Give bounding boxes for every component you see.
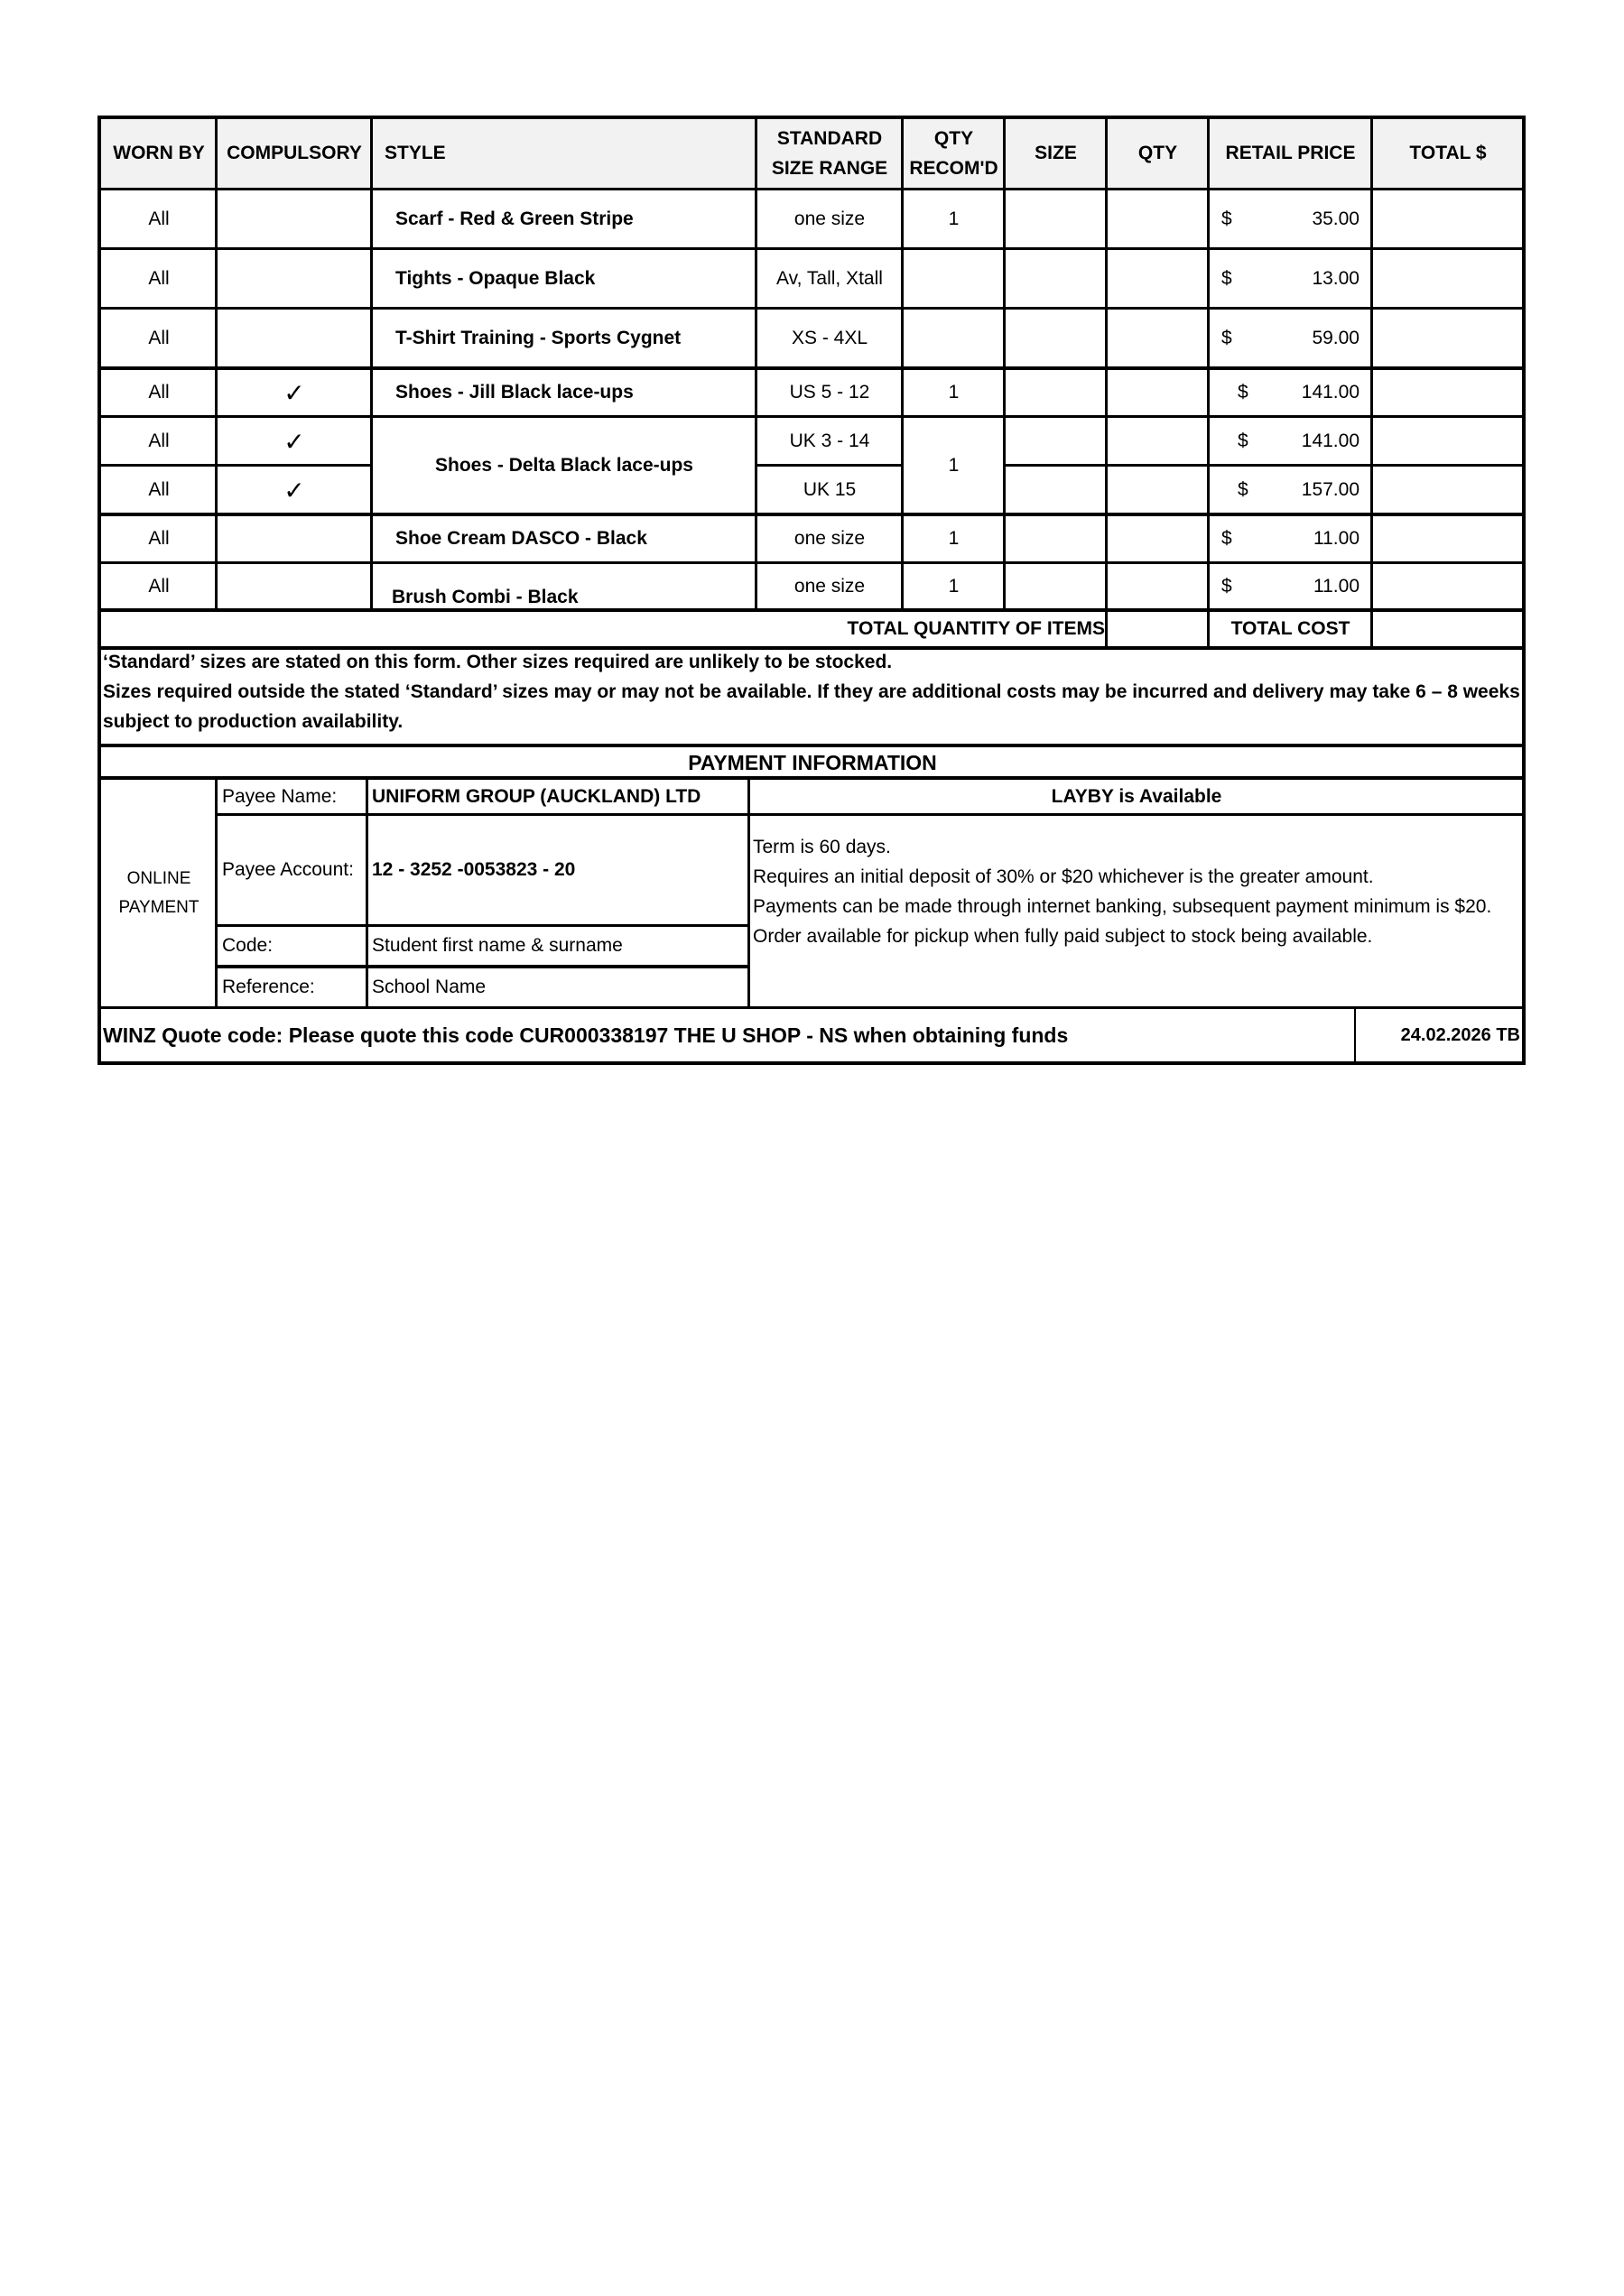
currency-symbol: $ xyxy=(1221,267,1232,289)
row-divider xyxy=(215,813,1526,816)
qty-input[interactable] xyxy=(1107,249,1209,309)
col-divider xyxy=(1370,116,1373,648)
row-divider xyxy=(97,608,1526,612)
payee-account-label: Payee Account: xyxy=(222,859,354,881)
qty-input[interactable] xyxy=(1107,309,1209,368)
row-divider xyxy=(215,965,749,968)
payment-information-title: PAYMENT INFORMATION xyxy=(688,750,937,774)
row-size-range: UK 15 xyxy=(803,478,857,500)
row-worn-by: All xyxy=(148,267,170,289)
online-payment-line1: ONLINE xyxy=(126,869,191,889)
header-qty-recom xyxy=(903,119,1005,189)
outside-sizes-note: Sizes required outside the stated ‘Standard’ sizes may or may not be available. If they are additional costs may be incurred and delivery may take 6 – 8 weeks subject to production availability. xyxy=(103,681,1520,732)
row-worn-by: All xyxy=(148,575,170,597)
compulsory-check-icon: ✓ xyxy=(283,427,305,456)
row-size-range: XS - 4XL xyxy=(791,327,868,348)
layby-title: LAYBY is Available xyxy=(1051,786,1222,808)
reference-label: Reference: xyxy=(222,976,315,997)
payee-name-label: Payee Name: xyxy=(222,786,338,808)
price-amount: 141.00 xyxy=(1301,430,1360,451)
row-divider xyxy=(756,464,903,467)
header-total: TOTAL $ xyxy=(1409,143,1487,164)
price-amount: 59.00 xyxy=(1312,327,1360,348)
row-retail-price xyxy=(1209,466,1372,514)
row-divider xyxy=(97,307,1526,310)
row-style: Shoes - Jill Black lace-ups xyxy=(395,381,634,403)
section-divider xyxy=(97,776,1526,780)
payee-account-value: 12 - 3252 -0053823 - 20 xyxy=(372,859,576,881)
col-divider xyxy=(215,116,218,610)
size-input[interactable] xyxy=(1005,190,1107,249)
header-size-range xyxy=(756,119,903,189)
row-style: Tights - Opaque Black xyxy=(395,267,596,289)
col-divider xyxy=(901,116,904,610)
row-style-merged: Shoes - Delta Black lace-ups xyxy=(435,454,693,476)
row-worn-by: All xyxy=(148,478,170,500)
row-total xyxy=(1372,514,1524,563)
header-compulsory: COMPULSORY xyxy=(227,143,362,164)
currency-symbol: $ xyxy=(1238,381,1248,403)
row-divider xyxy=(97,561,1526,564)
compulsory-check-icon: ✓ xyxy=(283,378,305,407)
size-input[interactable] xyxy=(1005,249,1107,309)
row-retail-price xyxy=(1209,368,1372,417)
row-retail-price xyxy=(1209,417,1372,466)
row-worn-by: All xyxy=(148,381,170,403)
col-divider xyxy=(1207,116,1210,648)
layby-term: Term is 60 days. xyxy=(753,837,891,857)
row-divider xyxy=(1005,464,1526,467)
row-worn-by: All xyxy=(148,527,170,549)
row-style: Scarf - Red & Green Stripe xyxy=(395,208,634,229)
row-style: Shoe Cream DASCO - Black xyxy=(395,527,647,549)
compulsory-check-icon xyxy=(217,249,372,309)
border-top xyxy=(97,116,1526,119)
layby-payments: Payments can be made through internet banking, subsequent payment minimum is $20. xyxy=(753,896,1492,917)
currency-symbol: $ xyxy=(1221,527,1232,549)
col-divider xyxy=(1354,1006,1356,1063)
col-divider xyxy=(747,776,750,1009)
section-divider xyxy=(97,744,1526,747)
row-divider xyxy=(97,415,1526,418)
currency-symbol: $ xyxy=(1238,478,1248,500)
layby-pickup: Order available for pickup when fully paid subject to stock being available. xyxy=(753,926,1373,947)
row-retail-price xyxy=(1209,309,1372,368)
row-total xyxy=(1372,249,1524,309)
col-divider xyxy=(1105,116,1108,648)
qty-input[interactable] xyxy=(1107,417,1209,466)
row-total xyxy=(1372,190,1524,249)
price-amount: 11.00 xyxy=(1313,527,1360,549)
size-input[interactable] xyxy=(1005,563,1107,610)
payee-name-value: UNIFORM GROUP (AUCKLAND) LTD xyxy=(372,786,701,808)
compulsory-check-icon xyxy=(217,309,372,368)
size-input[interactable] xyxy=(1005,309,1107,368)
standard-sizes-note: ‘Standard’ sizes are stated on this form. Other sizes required are unlikely to be stocked. xyxy=(103,652,893,672)
header-size: SIZE xyxy=(1035,143,1077,164)
border-left xyxy=(97,116,101,1065)
row-total xyxy=(1372,417,1524,466)
row-retail-price xyxy=(1209,249,1372,309)
col-divider xyxy=(215,776,218,1009)
row-worn-by: All xyxy=(148,327,170,348)
qty-input[interactable] xyxy=(1107,368,1209,417)
currency-symbol: $ xyxy=(1221,208,1232,229)
row-size-range: UK 3 - 14 xyxy=(789,430,870,451)
price-amount: 157.00 xyxy=(1301,478,1360,500)
row-retail-price xyxy=(1209,563,1372,610)
size-input[interactable] xyxy=(1005,417,1107,466)
online-payment-line2: PAYMENT xyxy=(118,898,200,917)
header-qty: QTY xyxy=(1137,143,1178,164)
winz-quote-code: WINZ Quote code: Please quote this code CUR000338197 THE U SHOP - NS when obtaining funds xyxy=(103,1023,1069,1048)
header-worn-by: WORN BY xyxy=(113,143,205,164)
row-divider xyxy=(97,366,1526,370)
col-divider xyxy=(370,116,373,610)
row-total xyxy=(1372,309,1524,368)
price-amount: 141.00 xyxy=(1301,381,1360,403)
row-size-range: one size xyxy=(793,575,866,597)
qty-input[interactable] xyxy=(1107,466,1209,514)
total-cost-value[interactable] xyxy=(1372,611,1524,647)
row-divider xyxy=(97,188,1526,190)
row-retail-price xyxy=(1209,190,1372,249)
code-value: Student first name & surname xyxy=(372,934,623,956)
row-divider xyxy=(97,646,1526,650)
code-label: Code: xyxy=(222,934,274,956)
currency-symbol: $ xyxy=(1221,327,1232,348)
row-divider xyxy=(97,513,1526,516)
row-size-range: one size xyxy=(793,208,866,229)
layby-deposit: Requires an initial deposit of 30% or $20 whichever is the greater amount. xyxy=(753,866,1374,887)
qty-input[interactable] xyxy=(1107,563,1209,610)
row-divider xyxy=(215,924,749,927)
row-qty-recom-merged: 1 xyxy=(948,454,960,476)
price-amount: 11.00 xyxy=(1313,575,1360,597)
row-worn-by: All xyxy=(148,430,170,451)
row-total xyxy=(1372,368,1524,417)
col-divider xyxy=(366,776,368,1009)
qty-input[interactable] xyxy=(1107,190,1209,249)
header-size-range-line2: SIZE RANGE xyxy=(771,157,888,179)
row-qty-recom xyxy=(903,309,1005,368)
row-qty-recom: 1 xyxy=(948,381,960,403)
row-total xyxy=(1372,563,1524,610)
online-payment-label xyxy=(101,780,217,1007)
row-qty-recom: 1 xyxy=(948,527,960,549)
price-amount: 13.00 xyxy=(1312,267,1360,289)
total-quantity-value[interactable] xyxy=(1107,611,1209,647)
header-retail-price: RETAIL PRICE xyxy=(1225,143,1356,164)
row-total xyxy=(1372,466,1524,514)
row-style: Brush Combi - Black xyxy=(392,586,579,607)
col-divider xyxy=(755,116,757,610)
total-cost-label: TOTAL COST xyxy=(1230,617,1350,639)
row-size-range: US 5 - 12 xyxy=(789,381,870,403)
row-retail-price xyxy=(1209,514,1372,563)
size-input[interactable] xyxy=(1005,514,1107,563)
row-size-range: Av, Tall, Xtall xyxy=(776,267,883,289)
price-amount: 35.00 xyxy=(1312,208,1360,229)
row-worn-by: All xyxy=(148,208,170,229)
currency-symbol: $ xyxy=(1221,575,1232,597)
layby-details xyxy=(749,832,1526,951)
qty-input[interactable] xyxy=(1107,514,1209,563)
form-date: 24.02.2026 TB xyxy=(1400,1025,1520,1045)
compulsory-check-icon xyxy=(217,563,372,610)
row-size-range: one size xyxy=(793,527,866,549)
reference-value: School Name xyxy=(372,976,487,997)
header-size-range-line1: STANDARD xyxy=(776,128,883,150)
compulsory-check-icon xyxy=(217,190,372,249)
compulsory-check-icon: ✓ xyxy=(283,476,305,505)
row-qty-recom xyxy=(903,249,1005,309)
header-qty-recom-line1: QTY xyxy=(933,128,974,150)
row-divider xyxy=(97,1006,1526,1009)
header-qty-recom-line2: RECOM'D xyxy=(909,157,998,179)
border-bottom xyxy=(97,1061,1526,1065)
row-divider xyxy=(97,247,1526,250)
row-qty-recom: 1 xyxy=(948,208,960,229)
compulsory-check-icon xyxy=(217,514,372,563)
row-qty-recom: 1 xyxy=(948,575,960,597)
border-right xyxy=(1522,116,1526,1065)
row-style: T-Shirt Training - Sports Cygnet xyxy=(395,327,682,348)
col-divider xyxy=(1003,116,1006,610)
row-divider xyxy=(97,464,372,467)
currency-symbol: $ xyxy=(1238,430,1248,451)
header-style: STYLE xyxy=(385,143,446,164)
size-input[interactable] xyxy=(1005,368,1107,417)
total-quantity-label: TOTAL QUANTITY OF ITEMS xyxy=(847,617,1105,639)
size-input[interactable] xyxy=(1005,466,1107,514)
